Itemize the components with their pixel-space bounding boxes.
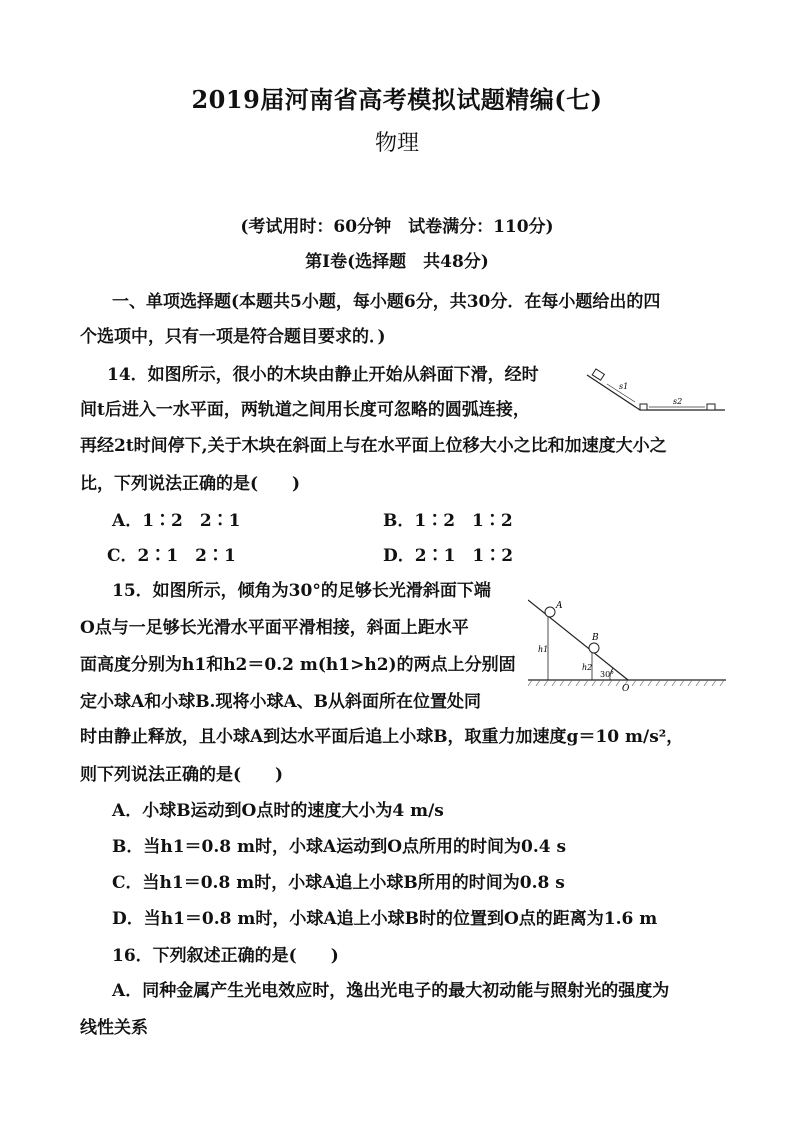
q15-line1: 15．如图所示，倾角为30°的足够长光滑斜面下端	[112, 581, 491, 601]
q15-line5: 时由静止释放，且小球A到达水平面后追上小球B，取重力加速度g＝10 m/s²，	[80, 727, 684, 747]
q14-figure	[585, 365, 730, 425]
q14-option-a: A．1∶2 2∶1	[112, 511, 241, 531]
q16-line1: 16．下列叙述正确的是( )	[112, 946, 339, 966]
q16-option-a-line1: A．同种金属产生光电效应时，逸出光电子的最大初动能与照射光的强度为	[112, 981, 670, 1001]
q15-fig-label-a: A	[556, 601, 563, 611]
q15-fig-label-h1: h1	[538, 645, 549, 654]
part-heading: 第Ⅰ卷(选择题 共48分)	[305, 252, 489, 272]
q15-fig-label-h2: h2	[582, 663, 593, 672]
q15-line3: 面高度分别为h1和h2＝0.2 m(h1>h2)的两点上分别固	[80, 655, 516, 675]
q15-line2: O点与一足够长光滑水平面平滑相接，斜面上距水平	[80, 618, 469, 638]
q16-option-a-line2: 线性关系	[80, 1018, 148, 1038]
q14-line2: 间t后进入一水平面，两轨道之间用长度可忽略的圆弧连接，	[80, 400, 530, 420]
q15-option-d: D．当h1＝0.8 m时，小球A追上小球B时的位置到O点的距离为1.6 m	[112, 909, 658, 929]
subject-title: 物理	[374, 131, 419, 156]
q14-option-c: C．2∶1 2∶1	[107, 546, 236, 566]
q15-line4: 定小球A和小球B.现将小球A、B从斜面所在位置处同	[80, 692, 482, 712]
exam-info: (考试用时：60分钟 试卷满分：110分)	[240, 217, 554, 237]
q14-line4: 比，下列说法正确的是( )	[80, 474, 301, 494]
q14-fig-s1: s1	[619, 382, 629, 391]
q14-line1: 14．如图所示，很小的木块由静止开始从斜面下滑，经时	[107, 365, 539, 385]
page-title: 2019届河南省高考模拟试题精编(七)	[191, 85, 603, 114]
q15-option-a: A．小球B运动到O点时的速度大小为4 m/s	[112, 801, 444, 821]
q14-fig-s2: s2	[673, 397, 683, 406]
q14-option-b: B．1∶2 1∶2	[383, 511, 513, 531]
q15-line6: 则下列说法正确的是( )	[80, 765, 284, 785]
q15-fig-label-o: O	[622, 684, 630, 694]
q14-line3: 再经2t时间停下,关于木块在斜面上与在水平面上位移大小之比和加速度大小之	[80, 436, 667, 456]
q15-figure	[528, 598, 728, 696]
q14-option-d: D．2∶1 1∶2	[383, 546, 514, 566]
q15-option-b: B．当h1＝0.8 m时，小球A运动到O点所用的时间为0.4 s	[112, 837, 567, 857]
q15-option-c: C．当h1＝0.8 m时，小球A追上小球B所用的时间为0.8 s	[112, 873, 565, 893]
section-instructions-line1: 一、单项选择题(本题共5小题，每小题6分，共30分．在每小题给出的四	[112, 292, 661, 312]
q15-fig-label-angle: 30°	[600, 670, 615, 679]
q15-fig-label-b: B	[592, 633, 599, 643]
section-instructions-line2: 个选项中，只有一项是符合题目要求的．)	[80, 327, 386, 347]
